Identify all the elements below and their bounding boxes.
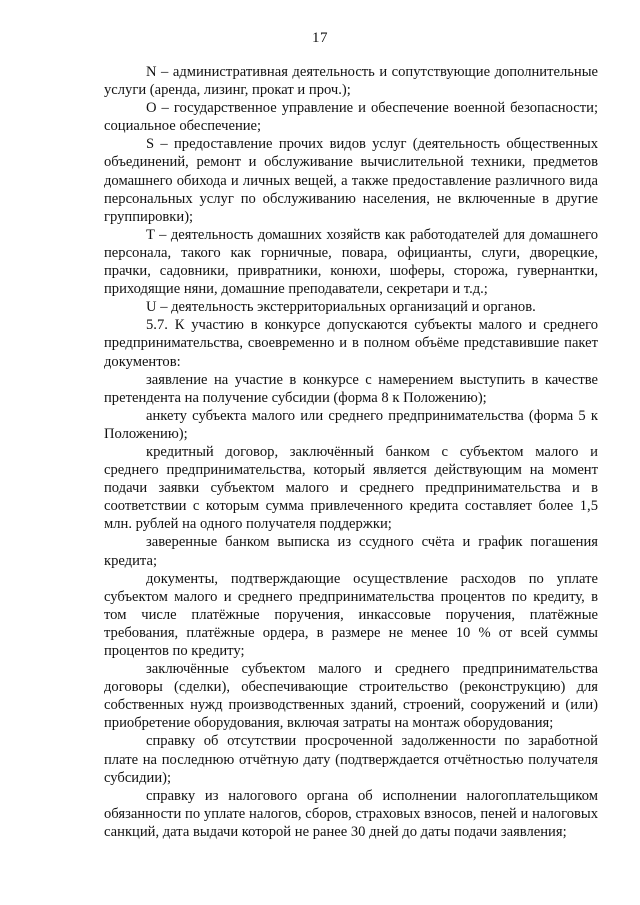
paragraph-section-o: O – государственное управление и обеспечение военной безопасности; социальное обеспечение;	[104, 100, 598, 135]
list-item-bank-statement: заверенные банком выписка из ссудного счёта и график погашения кредита;	[104, 534, 598, 569]
paragraph-clause-5-7: 5.7. К участию в конкурсе допускаются субъекты малого и среднего предпринимательства, своевременно и в полном объёме представившие пакет документов:	[104, 317, 598, 370]
list-item-tax-certificate: справку из налогового органа об исполнении налогоплательщиком обязанности по уплате налогов, сборов, страховых взносов, пеней и налоговых санкций, дата выдачи которой не ранее 30 дней до даты подачи заявления;	[104, 787, 598, 840]
paragraph-section-u: U – деятельность экстерриториальных организаций и органов.	[146, 299, 536, 316]
paragraph-section-t: T – деятельность домашних хозяйств как работодателей для домашнего персонала, такого как горничные, повара, официанты, слуги, дворецкие, прачки, садовники, привратники, конюхи, шоферы, сторожа, гувернантки, приходящие няни, домашние преподаватели, секретари и т.д.;	[104, 226, 598, 298]
list-item-questionnaire: анкету субъекта малого или среднего предпринимательства (форма 5 к Положению);	[104, 407, 598, 442]
document-body	[104, 63, 598, 841]
list-item-application: заявление на участие в конкурсе с намерением выступить в качестве претендента на получение субсидии (форма 8 к Положению);	[104, 371, 598, 406]
list-item-salary-certificate: справку об отсутствии просроченной задолженности по заработной плате на последнюю отчётную дату (подтверждается отчётностью получателя субсидии);	[104, 733, 598, 786]
list-item-payment-documents: документы, подтверждающие осуществление расходов по уплате субъектом малого и среднего предпринимательства процентов по кредиту, в том числе платёжные поручения, инкассовые поручения, платёжные требования, платёжные ордера, в размере не менее 10 % от всей суммы процентов по кредиту;	[104, 570, 598, 659]
page-number: 17	[312, 30, 328, 46]
list-item-credit-agreement: кредитный договор, заключённый банком с субъектом малого и среднего предпринимательства, который является действующим на момент подачи заявки субъектом малого и среднего предпринимательства и в соответствии с которым сумма привлеченного кредита составляет более 1,5 млн. рублей на одного получателя поддержки;	[104, 443, 598, 533]
paragraph-section-s: S – предоставление прочих видов услуг (деятельность общественных объединений, ремонт и обслуживание вычислительной техники, предметов домашнего обихода и личных вещей, а также предоставление различного вида персональных услуг по обслуживанию населения, не включенные в другие группировки);	[104, 136, 598, 225]
paragraph-section-n: N – административная деятельность и сопутствующие дополнительные услуги (аренда, лизинг, прокат и проч.);	[104, 64, 598, 99]
list-item-contracts: заключённые субъектом малого и среднего предпринимательства договоры (сделки), обеспечивающие строительство (реконструкцию) для собственных нужд производственных зданий, строений, сооружений и (или) приобретение оборудования, включая затраты на монтаж оборудования;	[104, 661, 598, 732]
